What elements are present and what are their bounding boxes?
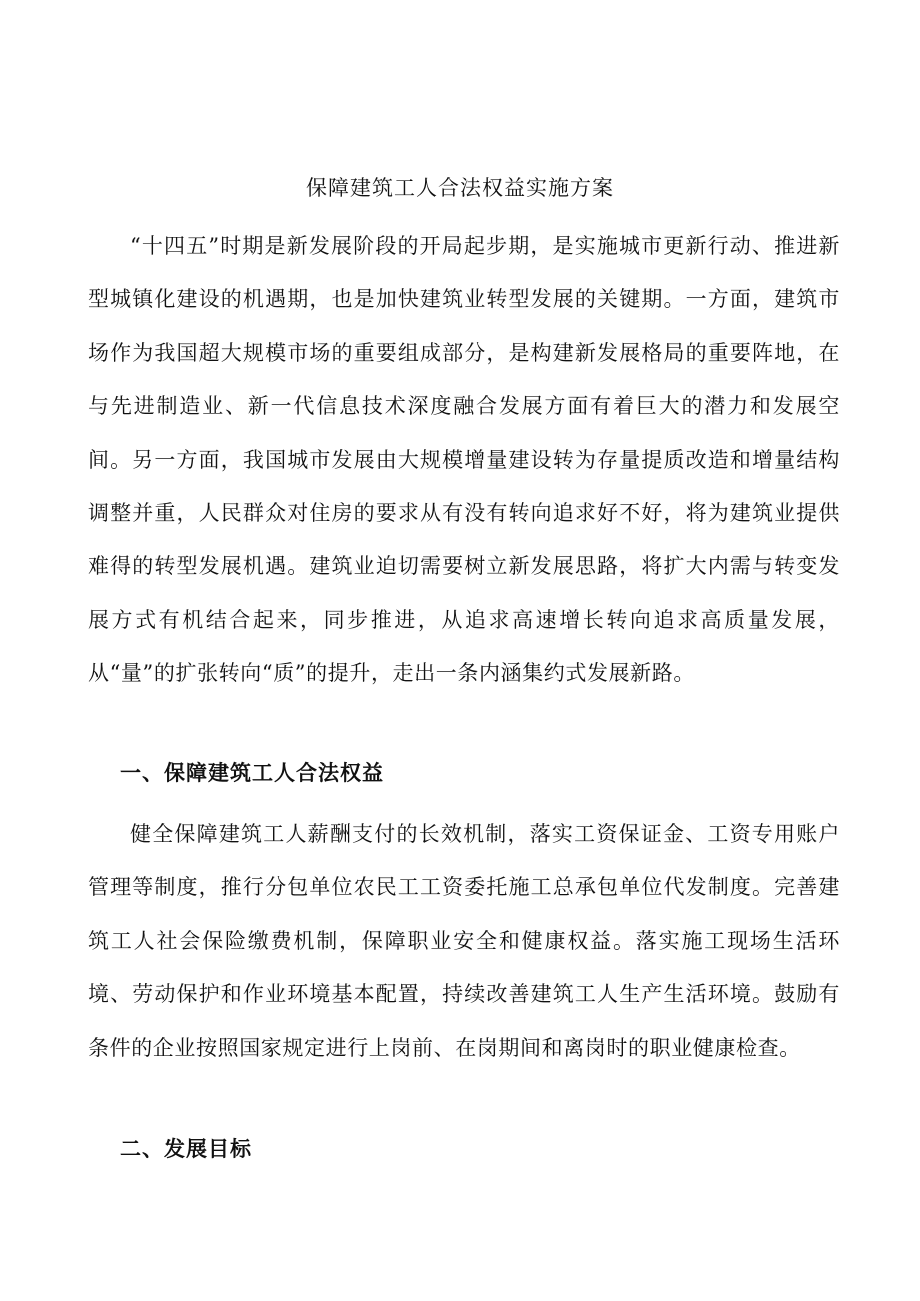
section-1-paragraph: 健全保障建筑工人薪酬支付的长效机制，落实工资保证金、工资专用账户管理等制度，推行分包单位农民工工资委托施工总承包单位代发制度。完善建筑工人社会保险缴费机制，保障职业安全和健康权益。落实施工现场生活环境、劳动保护和作业环境基本配置，持续改善建筑工人生产生活环境。鼓励有条件的企业按照国家规定进行上岗前、在岗期间和离岗时的职业健康检查。 — [88, 822, 840, 1060]
intro-paragraph: “十四五”时期是新发展阶段的开局起步期，是实施城市更新行动、推进新型城镇化建设的机遇期，也是加快建筑业转型发展的关键期。一方面，建筑市场作为我国超大规模市场的重要组成部分，是构建新发展格局的重要阵地，在与先进制造业、新一代信息技术深度融合发展方面有着巨大的潜力和发展空间。另一方面，我国城市发展由大规模增量建设转为存量提质改造和增量结构调整并重，人民群众对住房的要求从有没有转向追求好不好，将为建筑业提供难得的转型发展机遇。建筑业迫切需要树立新发展思路，将扩大内需与转变发展方式有机结合起来，同步推进，从追求高速增长转向追求高质量发展，从“量”的扩张转向“质”的提升，走出一条内涵集约式发展新路。 — [88, 234, 840, 686]
section-heading-1: 一、保障建筑工人合法权益 — [120, 760, 384, 785]
document-title: 保障建筑工人合法权益实施方案 — [306, 176, 614, 200]
section-heading-2: 二、发展目标 — [120, 1136, 252, 1161]
